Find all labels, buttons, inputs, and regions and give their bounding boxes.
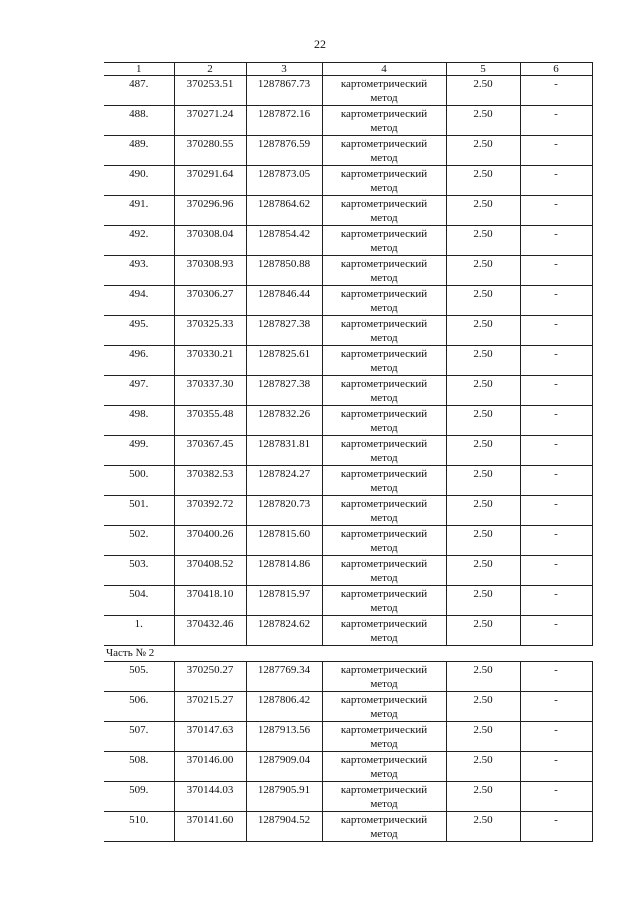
accuracy-cell: 2.50 <box>446 722 520 752</box>
point-number-cell: 504. <box>104 586 174 616</box>
method-line-2: метод <box>370 708 398 720</box>
x-coordinate-cell: 370253.51 <box>174 76 246 106</box>
method-line-2: метод <box>370 422 398 434</box>
header-col-1: 1 <box>104 63 174 76</box>
y-coordinate-cell: 1287905.91 <box>246 782 322 812</box>
method-cell <box>322 526 446 556</box>
table-row <box>104 662 592 692</box>
x-coordinate-cell: 370355.48 <box>174 406 246 436</box>
method-line-2: метод <box>370 768 398 780</box>
y-coordinate-cell: 1287904.52 <box>246 812 322 842</box>
x-coordinate-cell: 370146.00 <box>174 752 246 782</box>
method-line-1: картометрический <box>340 468 428 480</box>
table-row <box>104 812 592 842</box>
x-coordinate-cell: 370400.26 <box>174 526 246 556</box>
accuracy-cell: 2.50 <box>446 616 520 646</box>
method-cell <box>322 496 446 526</box>
method-cell <box>322 136 446 166</box>
point-number-cell: 1. <box>104 616 174 646</box>
x-coordinate-cell: 370291.64 <box>174 166 246 196</box>
method-cell <box>322 196 446 226</box>
y-coordinate-cell: 1287876.59 <box>246 136 322 166</box>
method-line-2: метод <box>370 392 398 404</box>
table-row <box>104 466 592 496</box>
accuracy-cell: 2.50 <box>446 782 520 812</box>
method-line-1: картометрический <box>340 78 428 90</box>
x-coordinate-cell: 370382.53 <box>174 466 246 496</box>
table-row <box>104 752 592 782</box>
description-cell: - <box>520 346 592 376</box>
y-coordinate-cell: 1287832.26 <box>246 406 322 436</box>
table-row <box>104 526 592 556</box>
method-cell <box>322 376 446 406</box>
point-number-cell: 510. <box>104 812 174 842</box>
method-line-1: картометрический <box>340 138 428 150</box>
method-line-2: метод <box>370 572 398 584</box>
method-line-1: картометрический <box>340 754 428 766</box>
method-line-1: картометрический <box>340 724 428 736</box>
x-coordinate-cell: 370408.52 <box>174 556 246 586</box>
x-coordinate-cell: 370367.45 <box>174 436 246 466</box>
method-line-2: метод <box>370 182 398 194</box>
y-coordinate-cell: 1287815.97 <box>246 586 322 616</box>
table-header-row <box>104 63 592 76</box>
x-coordinate-cell: 370144.03 <box>174 782 246 812</box>
accuracy-cell: 2.50 <box>446 526 520 556</box>
method-line-1: картометрический <box>340 108 428 120</box>
header-col-5: 5 <box>446 63 520 76</box>
method-cell <box>322 692 446 722</box>
accuracy-cell: 2.50 <box>446 466 520 496</box>
method-line-1: картометрический <box>340 168 428 180</box>
table-row <box>104 346 592 376</box>
method-line-2: метод <box>370 212 398 224</box>
x-coordinate-cell: 370271.24 <box>174 106 246 136</box>
x-coordinate-cell: 370337.30 <box>174 376 246 406</box>
accuracy-cell: 2.50 <box>446 136 520 166</box>
x-coordinate-cell: 370325.33 <box>174 316 246 346</box>
point-number-cell: 487. <box>104 76 174 106</box>
point-number-cell: 509. <box>104 782 174 812</box>
part-section-row <box>104 646 592 662</box>
description-cell: - <box>520 286 592 316</box>
accuracy-cell: 2.50 <box>446 196 520 226</box>
method-line-2: метод <box>370 152 398 164</box>
table-row <box>104 586 592 616</box>
accuracy-cell: 2.50 <box>446 256 520 286</box>
y-coordinate-cell: 1287814.86 <box>246 556 322 586</box>
point-number-cell: 494. <box>104 286 174 316</box>
point-number-cell: 508. <box>104 752 174 782</box>
x-coordinate-cell: 370215.27 <box>174 692 246 722</box>
method-line-2: метод <box>370 332 398 344</box>
method-cell <box>322 106 446 136</box>
method-line-1: картометрический <box>340 498 428 510</box>
description-cell: - <box>520 466 592 496</box>
method-line-1: картометрический <box>340 348 428 360</box>
method-cell <box>322 752 446 782</box>
method-line-2: метод <box>370 272 398 284</box>
description-cell: - <box>520 226 592 256</box>
point-number-cell: 489. <box>104 136 174 166</box>
table-row <box>104 256 592 286</box>
table-row <box>104 106 592 136</box>
method-cell <box>322 436 446 466</box>
description-cell: - <box>520 256 592 286</box>
header-col-2: 2 <box>174 63 246 76</box>
x-coordinate-cell: 370308.93 <box>174 256 246 286</box>
accuracy-cell: 2.50 <box>446 346 520 376</box>
method-line-2: метод <box>370 512 398 524</box>
method-cell <box>322 406 446 436</box>
point-number-cell: 493. <box>104 256 174 286</box>
y-coordinate-cell: 1287872.16 <box>246 106 322 136</box>
point-number-cell: 497. <box>104 376 174 406</box>
description-cell: - <box>520 106 592 136</box>
table-row <box>104 782 592 812</box>
method-line-2: метод <box>370 602 398 614</box>
y-coordinate-cell: 1287769.34 <box>246 662 322 692</box>
y-coordinate-cell: 1287820.73 <box>246 496 322 526</box>
y-coordinate-cell: 1287824.62 <box>246 616 322 646</box>
method-line-2: метод <box>370 632 398 644</box>
point-number-cell: 496. <box>104 346 174 376</box>
description-cell: - <box>520 376 592 406</box>
method-line-2: метод <box>370 302 398 314</box>
point-number-cell: 491. <box>104 196 174 226</box>
point-number-cell: 490. <box>104 166 174 196</box>
page-number: 22 <box>314 37 326 51</box>
y-coordinate-cell: 1287824.27 <box>246 466 322 496</box>
x-coordinate-cell: 370280.55 <box>174 136 246 166</box>
method-line-2: метод <box>370 542 398 554</box>
point-number-cell: 506. <box>104 692 174 722</box>
description-cell: - <box>520 436 592 466</box>
y-coordinate-cell: 1287913.56 <box>246 722 322 752</box>
description-cell: - <box>520 616 592 646</box>
method-line-1: картометрический <box>340 558 428 570</box>
description-cell: - <box>520 586 592 616</box>
x-coordinate-cell: 370392.72 <box>174 496 246 526</box>
method-line-1: картометрический <box>340 588 428 600</box>
header-col-4: 4 <box>322 63 446 76</box>
table-row <box>104 286 592 316</box>
coordinates-table <box>104 62 593 842</box>
description-cell: - <box>520 812 592 842</box>
description-cell: - <box>520 406 592 436</box>
description-cell: - <box>520 722 592 752</box>
table-body <box>104 76 592 842</box>
description-cell: - <box>520 136 592 166</box>
table-row <box>104 556 592 586</box>
method-line-2: метод <box>370 92 398 104</box>
method-cell <box>322 556 446 586</box>
method-line-1: картометрический <box>340 198 428 210</box>
method-line-2: метод <box>370 482 398 494</box>
method-cell <box>322 616 446 646</box>
point-number-cell: 492. <box>104 226 174 256</box>
accuracy-cell: 2.50 <box>446 752 520 782</box>
description-cell: - <box>520 166 592 196</box>
point-number-cell: 499. <box>104 436 174 466</box>
accuracy-cell: 2.50 <box>446 692 520 722</box>
method-cell <box>322 466 446 496</box>
point-number-cell: 505. <box>104 662 174 692</box>
part-label: Часть № 2 <box>104 646 592 662</box>
table-row <box>104 136 592 166</box>
description-cell: - <box>520 76 592 106</box>
table-row <box>104 406 592 436</box>
point-number-cell: 502. <box>104 526 174 556</box>
x-coordinate-cell: 370141.60 <box>174 812 246 842</box>
method-cell <box>322 286 446 316</box>
y-coordinate-cell: 1287827.38 <box>246 376 322 406</box>
method-cell <box>322 586 446 616</box>
method-cell <box>322 662 446 692</box>
table-row <box>104 496 592 526</box>
table-row <box>104 722 592 752</box>
method-line-1: картометрический <box>340 528 428 540</box>
method-cell <box>322 782 446 812</box>
table-row <box>104 436 592 466</box>
accuracy-cell: 2.50 <box>446 662 520 692</box>
method-line-1: картометрический <box>340 438 428 450</box>
method-cell <box>322 76 446 106</box>
table-row <box>104 316 592 346</box>
method-line-1: картометрический <box>340 288 428 300</box>
x-coordinate-cell: 370250.27 <box>174 662 246 692</box>
method-line-2: метод <box>370 452 398 464</box>
table-row <box>104 376 592 406</box>
description-cell: - <box>520 196 592 226</box>
table-row <box>104 692 592 722</box>
method-line-1: картометрический <box>340 408 428 420</box>
method-line-2: метод <box>370 798 398 810</box>
method-line-1: картометрический <box>340 228 428 240</box>
method-cell <box>322 316 446 346</box>
y-coordinate-cell: 1287831.81 <box>246 436 322 466</box>
method-line-2: метод <box>370 828 398 840</box>
method-line-1: картометрический <box>340 318 428 330</box>
accuracy-cell: 2.50 <box>446 812 520 842</box>
accuracy-cell: 2.50 <box>446 556 520 586</box>
method-cell <box>322 166 446 196</box>
y-coordinate-cell: 1287850.88 <box>246 256 322 286</box>
method-line-1: картометрический <box>340 378 428 390</box>
method-line-1: картометрический <box>340 618 428 630</box>
y-coordinate-cell: 1287846.44 <box>246 286 322 316</box>
table-row <box>104 76 592 106</box>
point-number-cell: 503. <box>104 556 174 586</box>
x-coordinate-cell: 370306.27 <box>174 286 246 316</box>
x-coordinate-cell: 370432.46 <box>174 616 246 646</box>
y-coordinate-cell: 1287815.60 <box>246 526 322 556</box>
point-number-cell: 488. <box>104 106 174 136</box>
method-line-1: картометрический <box>340 664 428 676</box>
x-coordinate-cell: 370296.96 <box>174 196 246 226</box>
point-number-cell: 498. <box>104 406 174 436</box>
x-coordinate-cell: 370330.21 <box>174 346 246 376</box>
description-cell: - <box>520 316 592 346</box>
x-coordinate-cell: 370147.63 <box>174 722 246 752</box>
x-coordinate-cell: 370308.04 <box>174 226 246 256</box>
point-number-cell: 500. <box>104 466 174 496</box>
accuracy-cell: 2.50 <box>446 166 520 196</box>
x-coordinate-cell: 370418.10 <box>174 586 246 616</box>
y-coordinate-cell: 1287867.73 <box>246 76 322 106</box>
table-row <box>104 166 592 196</box>
point-number-cell: 501. <box>104 496 174 526</box>
accuracy-cell: 2.50 <box>446 316 520 346</box>
description-cell: - <box>520 782 592 812</box>
y-coordinate-cell: 1287854.42 <box>246 226 322 256</box>
accuracy-cell: 2.50 <box>446 76 520 106</box>
accuracy-cell: 2.50 <box>446 376 520 406</box>
method-cell <box>322 256 446 286</box>
description-cell: - <box>520 662 592 692</box>
method-line-2: метод <box>370 678 398 690</box>
accuracy-cell: 2.50 <box>446 106 520 136</box>
point-number-cell: 507. <box>104 722 174 752</box>
description-cell: - <box>520 692 592 722</box>
accuracy-cell: 2.50 <box>446 286 520 316</box>
description-cell: - <box>520 496 592 526</box>
method-cell <box>322 722 446 752</box>
method-line-2: метод <box>370 122 398 134</box>
y-coordinate-cell: 1287806.42 <box>246 692 322 722</box>
table-row <box>104 616 592 646</box>
method-cell <box>322 812 446 842</box>
header-col-3: 3 <box>246 63 322 76</box>
description-cell: - <box>520 752 592 782</box>
table-row <box>104 226 592 256</box>
header-col-6: 6 <box>520 63 592 76</box>
accuracy-cell: 2.50 <box>446 586 520 616</box>
method-line-1: картометрический <box>340 784 428 796</box>
y-coordinate-cell: 1287827.38 <box>246 316 322 346</box>
method-cell <box>322 346 446 376</box>
description-cell: - <box>520 556 592 586</box>
y-coordinate-cell: 1287825.61 <box>246 346 322 376</box>
method-line-2: метод <box>370 738 398 750</box>
y-coordinate-cell: 1287873.05 <box>246 166 322 196</box>
accuracy-cell: 2.50 <box>446 406 520 436</box>
point-number-cell: 495. <box>104 316 174 346</box>
method-line-2: метод <box>370 362 398 374</box>
method-line-1: картометрический <box>340 694 428 706</box>
accuracy-cell: 2.50 <box>446 226 520 256</box>
accuracy-cell: 2.50 <box>446 436 520 466</box>
table-row <box>104 196 592 226</box>
y-coordinate-cell: 1287864.62 <box>246 196 322 226</box>
method-line-1: картометрический <box>340 814 428 826</box>
method-line-1: картометрический <box>340 258 428 270</box>
description-cell: - <box>520 526 592 556</box>
y-coordinate-cell: 1287909.04 <box>246 752 322 782</box>
accuracy-cell: 2.50 <box>446 496 520 526</box>
method-line-2: метод <box>370 242 398 254</box>
method-cell <box>322 226 446 256</box>
